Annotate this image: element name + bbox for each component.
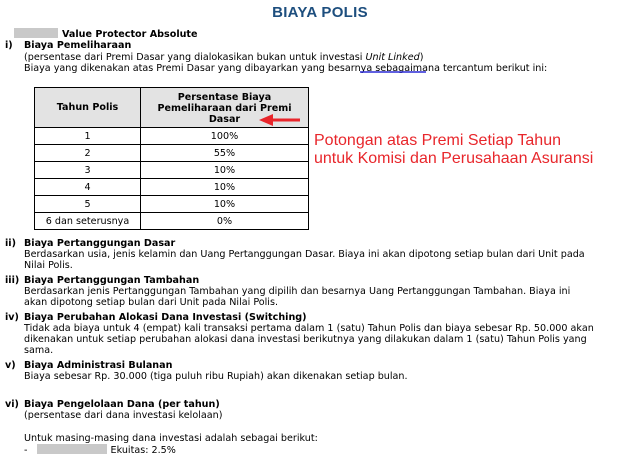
cell-percent: 55% — [141, 145, 309, 162]
section-vi-intro: Untuk masing-masing dana investasi adalah sebagai berikut: — [24, 433, 318, 444]
section-ii-heading — [5, 238, 175, 250]
section-v-body: Biaya sebesar Rp. 30.000 (tiga puluh ribu Rupiah) akan dikenakan setiap bulan. — [24, 371, 408, 382]
redacted-block — [37, 444, 107, 454]
callout-line-1: Potongan atas Premi Setiap Tahun — [314, 132, 561, 149]
annotation-callout — [314, 132, 593, 167]
section-number: ii) — [5, 238, 16, 249]
cell-percent: 10% — [141, 179, 309, 196]
cell-year: 5 — [35, 196, 141, 213]
cell-percent: 10% — [141, 196, 309, 213]
section-iv-body: Tidak ada biaya untuk 4 (empat) kali transaksi pertama dalam 1 (satu) Tahun Polis dan biaya sebesar Rp. 50.000 akan dikenakan untuk setiap perubahan alokasi dana investasi berikutnya yang dilakukan dalam 1 (satu) Tahun Polis yang sama. — [24, 323, 594, 357]
section-number: i) — [5, 40, 13, 51]
cell-year: 4 — [35, 179, 141, 196]
section-i-line-2: Biaya yang dikenakan atas Premi Dasar yang dibayarkan yang besarnya sebagaimana tercantum berikut ini: — [24, 63, 548, 75]
page-title: BIAYA POLIS — [272, 4, 368, 21]
fee-table — [34, 87, 309, 230]
section-i-body — [24, 52, 547, 74]
callout-line-2: untuk Komisi dan Perusahaan Asuransi — [314, 149, 594, 167]
section-heading: Biaya Pertanggungan Dasar — [24, 238, 176, 249]
section-number: v) — [5, 360, 16, 371]
column-header-tahun-polis: Tahun Polis — [35, 88, 141, 128]
section-v-heading — [5, 360, 172, 372]
section-number: iii) — [5, 275, 20, 286]
section-number: vi) — [5, 399, 19, 410]
table-row — [35, 179, 309, 196]
section-ii-body: Berdasarkan usia, jenis kelamin dan Uang Pertanggungan Dasar. Biaya ini akan dipotong setiap bulan dari Unit pada Nilai Polis. — [24, 249, 585, 272]
section-iii-heading — [5, 275, 199, 287]
cell-year: 1 — [35, 128, 141, 145]
cell-year: 2 — [35, 145, 141, 162]
product-name-text: Value Protector Absolute — [62, 29, 198, 40]
cell-percent: 100% — [141, 128, 309, 145]
column-header-persentase: Persentase Biaya Pemeliharaan dari Premi Dasar — [141, 88, 309, 128]
section-number: iv) — [5, 312, 19, 323]
list-bullet: - — [24, 445, 28, 456]
section-heading: Biaya Perubahan Alokasi Dana Investasi (Switching) — [24, 312, 307, 323]
table-header-row — [35, 88, 309, 128]
section-i-heading — [5, 40, 131, 52]
cell-percent: 10% — [141, 162, 309, 179]
section-i-line-1: (persentase dari Premi Dasar yang dialokasikan bukan untuk investasi Unit Linked) — [24, 52, 424, 63]
unit-linked-term: Unit Linked — [365, 52, 420, 63]
section-vi-heading — [5, 399, 220, 411]
table-row — [35, 128, 309, 145]
fund-fee: Ekuitas: 2.5% — [110, 445, 176, 456]
table-row — [35, 162, 309, 179]
section-heading: Biaya Pengelolaan Dana (per tahun) — [24, 399, 220, 410]
section-heading: Biaya Pemeliharaan — [24, 40, 132, 51]
redacted-block — [14, 28, 58, 38]
table-row — [35, 213, 309, 230]
product-name — [14, 28, 198, 40]
cell-year: 6 dan seterusnya — [35, 213, 141, 230]
fund-list-item — [24, 444, 176, 456]
cell-percent: 0% — [141, 213, 309, 230]
section-vi-note: (persentase dari dana investasi kelolaan) — [24, 410, 223, 421]
section-iv-heading — [5, 312, 307, 324]
table-row — [35, 196, 309, 213]
table-row — [35, 145, 309, 162]
section-heading: Biaya Pertanggungan Tambahan — [24, 275, 200, 286]
section-iii-body: Berdasarkan jenis Pertanggungan Tambahan yang dipilih dan besarnya Uang Pertanggungan Tambahan. Biaya ini akan dipotong setiap bulan dari Unit pada Nilai Polis. — [24, 286, 571, 309]
section-heading: Biaya Administrasi Bulanan — [24, 360, 173, 371]
cell-year: 3 — [35, 162, 141, 179]
